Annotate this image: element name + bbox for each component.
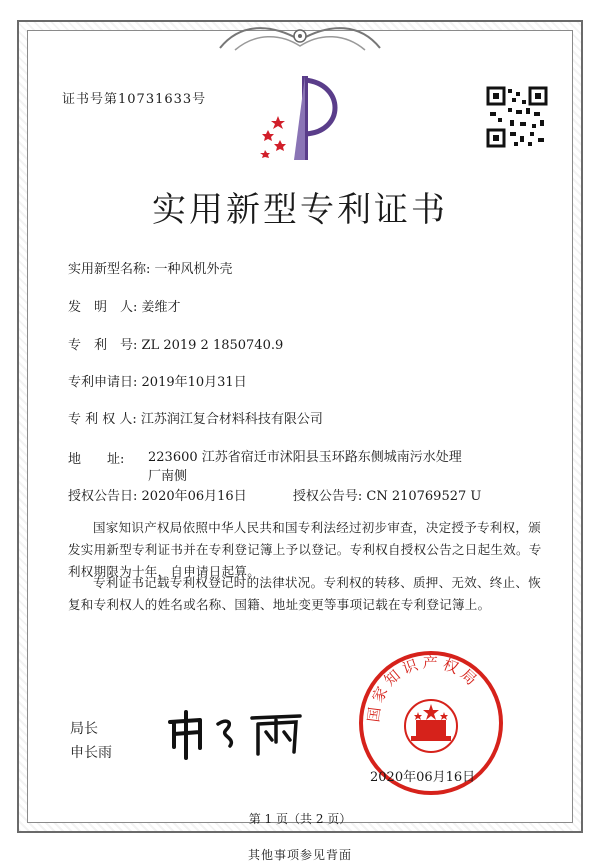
director-signature-icon (160, 702, 310, 762)
inventor-row (68, 298, 181, 318)
qr-code-icon (486, 86, 548, 148)
utility-model-name-row (68, 260, 233, 280)
grant-paragraph: 国家知识产权局依照中华人民共和国专利法经过初步审查，决定授予专利权，颁发实用新型专利证书并在专利登记簿上予以登记。专利权自授权公告之日起生效。专利权期限为十年，自申请日起算。 (68, 520, 542, 579)
field-value: 一种风机外壳 (154, 262, 233, 277)
grant-date-label: 授权公告日: (68, 489, 138, 504)
director-label: 局长 (70, 721, 98, 737)
seal-date: 2020年06月16日 (370, 770, 476, 785)
field-value: ZL 2019 2 1850740.9 (141, 338, 284, 353)
field-label: 发 明 人: (68, 300, 138, 315)
certificate-title: 实用新型专利证书 (152, 190, 448, 230)
seal-text: 国家知识产权局 (364, 653, 484, 724)
address-value: 223600 江苏省宿迁市沭阳县玉环路东侧城南污水处理厂南侧 (148, 450, 462, 484)
top-ornament-icon (210, 18, 390, 58)
field-value: 2019年10月31日 (141, 375, 247, 390)
field-label: 专利申请日: (68, 375, 138, 390)
patentee-row (68, 410, 323, 430)
application-date-row (68, 373, 247, 393)
field-value: 姜维才 (141, 300, 181, 315)
field-label: 专 利 权 人: (68, 412, 137, 427)
field-value: 江苏润江复合材料科技有限公司 (140, 412, 323, 427)
field-label: 专 利 号: (68, 338, 138, 353)
footer-note: 其他事项参见背面 (247, 848, 352, 862)
field-label: 实用新型名称: (68, 262, 151, 277)
grant-number-label: 授权公告号: (292, 489, 363, 504)
director-name: 申长雨 (70, 745, 112, 761)
grant-date-value: 2020年06月16日 (141, 489, 247, 504)
cnipa-logo-icon (250, 72, 350, 164)
patent-number-row (68, 336, 283, 356)
grant-number-value: CN 210769527 U (366, 489, 482, 504)
grant-row (68, 487, 481, 507)
legal-status-paragraph: 专利证书记载专利权登记时的法律状况。专利权的转移、质押、无效、终止、恢复和专利权人的姓名或名称、国籍、地址变更等事项记载在专利登记簿上。 (68, 575, 542, 612)
address-label: 地 址: (68, 452, 125, 467)
page-number: 第 1 页（共 2 页） (248, 812, 352, 826)
certificate-number: 证书号第10731633号 (62, 92, 207, 107)
